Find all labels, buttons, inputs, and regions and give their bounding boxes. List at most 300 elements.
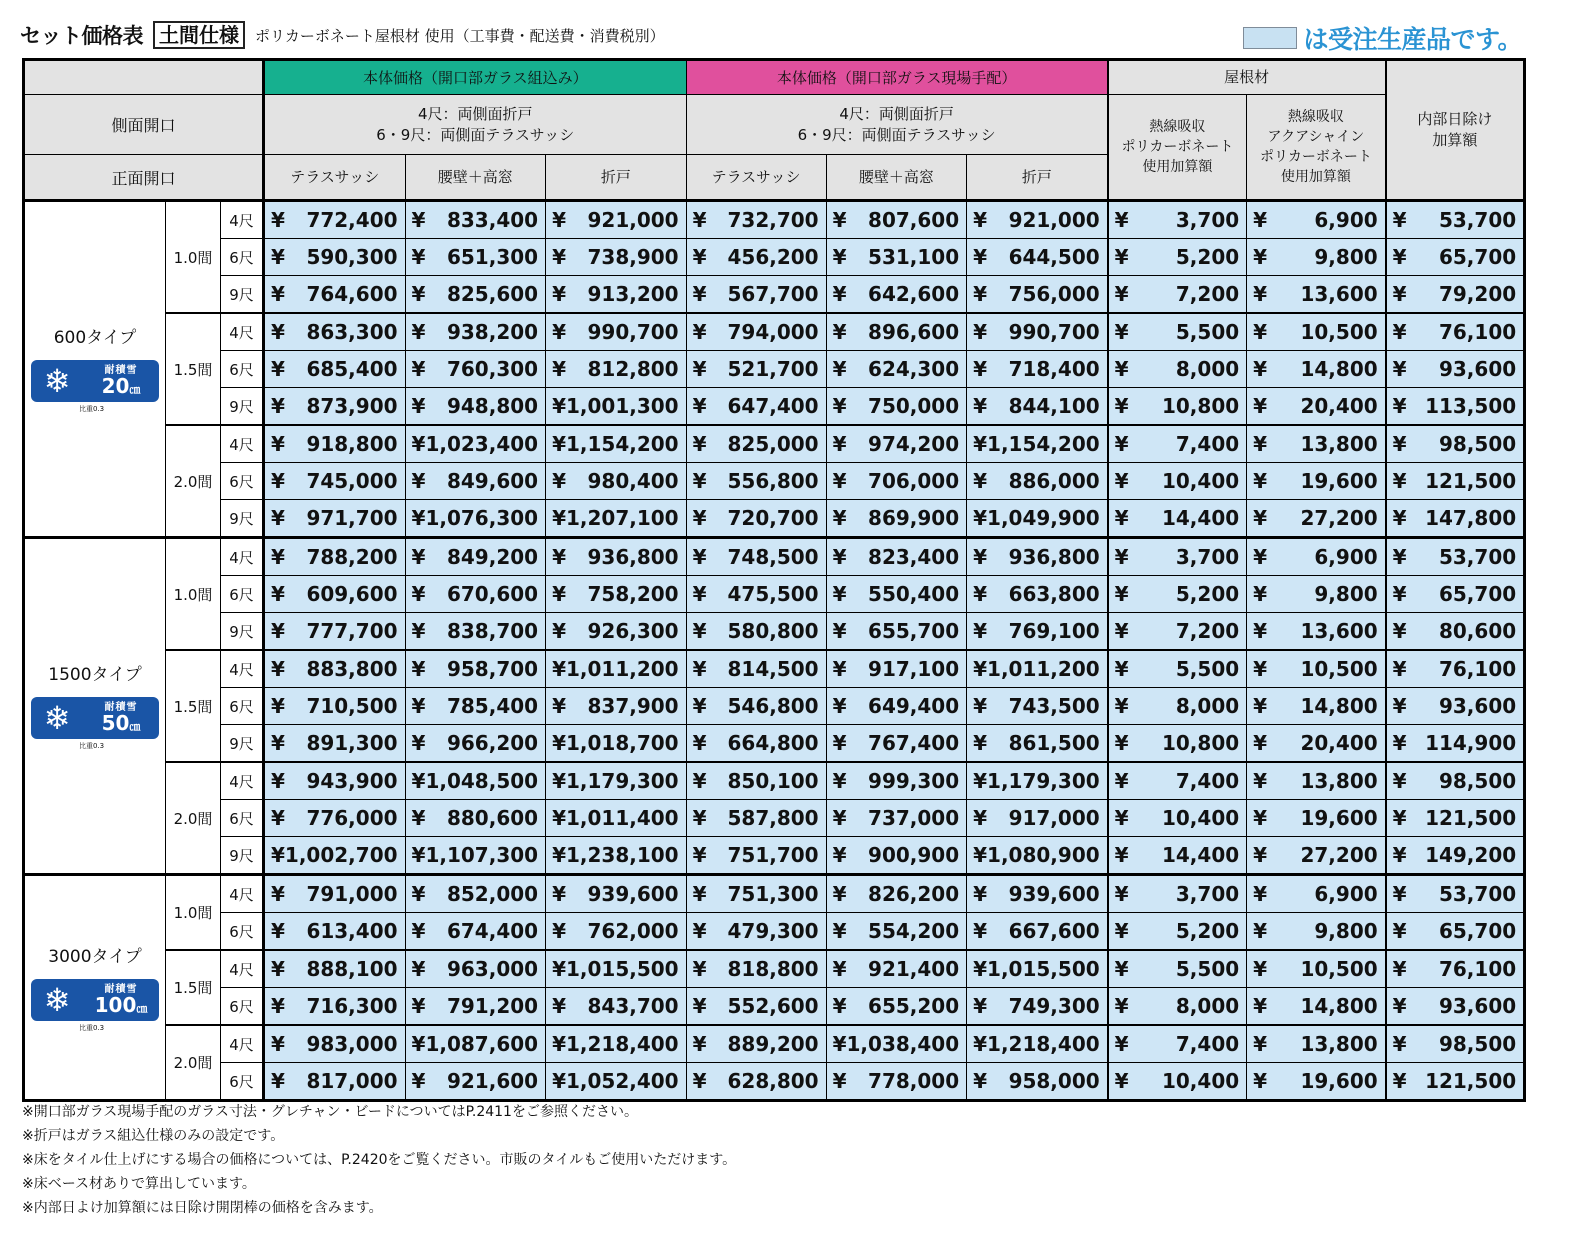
price-value: 807,600 (868, 208, 960, 232)
price-glass-incl-terrace-sash (264, 913, 406, 951)
price-glass-incl-wall-window (405, 313, 546, 351)
yen-sign: ¥ (973, 282, 988, 306)
width-cell: 1.5間 (166, 650, 221, 762)
price-table-body (24, 201, 1525, 1101)
roof-aquashine-addon (1247, 239, 1386, 276)
yen-sign: ¥ (1253, 357, 1268, 381)
width-cell: 1.0間 (166, 875, 221, 951)
price-glass-onsite-folding-door (967, 538, 1108, 576)
sub-header-wall-window: 腰壁＋高窓 (405, 155, 546, 201)
group-header-glass-onsite: 本体価格（開口部ガラス現場手配） (686, 60, 1108, 95)
yen-sign: ¥ (1253, 208, 1268, 232)
price-glass-incl-terrace-sash (264, 538, 406, 576)
yen-sign: ¥ (692, 769, 707, 793)
yen-sign: ¥ (832, 694, 847, 718)
snow-load-label: 耐積雪 (104, 365, 138, 376)
price-value: 849,600 (446, 469, 539, 493)
price-value: 10,500 (1300, 320, 1378, 344)
legend-swatch (1243, 27, 1297, 49)
yen-sign: ¥ (832, 320, 847, 344)
price-glass-incl-wall-window (405, 425, 546, 463)
price-value: 926,300 (587, 619, 679, 643)
price-glass-incl-terrace-sash (264, 650, 406, 688)
price-glass-onsite-terrace-sash (686, 388, 826, 426)
price-glass-incl-folding-door (546, 538, 687, 576)
price-value: 850,100 (727, 769, 819, 793)
price-glass-onsite-terrace-sash (686, 913, 826, 951)
yen-sign: ¥ (692, 619, 707, 643)
price-value: 748,500 (727, 545, 819, 569)
price-glass-onsite-wall-window (826, 576, 967, 613)
roof-heat-absorb-addon (1108, 800, 1247, 837)
price-value: 19,600 (1300, 469, 1378, 493)
roof-aquashine-addon (1247, 613, 1386, 651)
shade-addon (1386, 425, 1525, 463)
price-glass-onsite-folding-door (967, 500, 1108, 538)
price-glass-onsite-folding-door (967, 425, 1108, 463)
yen-sign: ¥ (692, 1069, 707, 1093)
price-value: 13,800 (1300, 1032, 1378, 1056)
yen-sign: ¥ (1114, 469, 1129, 493)
price-glass-onsite-wall-window (826, 425, 967, 463)
side-desc-line: 6・9尺：両側面テラスサッシ (376, 125, 575, 144)
shade-addon (1386, 800, 1525, 837)
price-value: 720,700 (727, 506, 819, 530)
yen-sign: ¥ (271, 731, 285, 755)
price-glass-onsite-terrace-sash (686, 463, 826, 500)
price-value: 939,600 (587, 882, 679, 906)
yen-sign: ¥ (1392, 545, 1407, 569)
price-value: 1,076,300 (425, 506, 539, 530)
price-glass-onsite-folding-door (967, 725, 1108, 763)
yen-sign: ¥ (271, 843, 285, 867)
shade-addon (1386, 463, 1525, 500)
price-value: 613,400 (306, 919, 398, 943)
table-row (24, 276, 1525, 314)
price-glass-incl-terrace-sash (264, 725, 406, 763)
price-glass-incl-folding-door (546, 500, 687, 538)
length-cell: 9尺 (221, 725, 264, 763)
roof-aquashine-addon (1247, 800, 1386, 837)
yen-sign: ¥ (692, 957, 707, 981)
snow-load-badge (31, 979, 159, 1021)
roof-heat-absorb-addon (1108, 463, 1247, 500)
length-cell: 6尺 (221, 988, 264, 1026)
front-opening-label: 正面開口 (24, 155, 264, 201)
yen-sign: ¥ (411, 619, 426, 643)
yen-sign: ¥ (552, 919, 566, 943)
roof-heat-absorb-addon (1108, 988, 1247, 1026)
snow-load-badge-group (31, 697, 159, 751)
price-value: 943,900 (306, 769, 398, 793)
snow-load-value: 100 (94, 992, 137, 1017)
shade-addon (1386, 201, 1525, 239)
price-value: 98,500 (1438, 1032, 1517, 1056)
roof-aquashine-addon (1247, 463, 1386, 500)
price-glass-incl-terrace-sash (264, 613, 406, 651)
price-glass-incl-wall-window (405, 239, 546, 276)
price-glass-incl-terrace-sash (264, 351, 406, 388)
yen-sign: ¥ (411, 882, 426, 906)
snow-load-badge-group (31, 360, 159, 414)
yen-sign: ¥ (411, 582, 426, 606)
roof-heat-absorb-addon (1108, 576, 1247, 613)
roof-heat-absorb-addon (1108, 762, 1247, 800)
price-value: 644,500 (1008, 245, 1100, 269)
price-glass-incl-wall-window (405, 875, 546, 913)
made-to-order-legend (1243, 20, 1522, 56)
price-value: 121,500 (1425, 806, 1517, 830)
length-cell: 4尺 (221, 538, 264, 576)
sub-header-terrace-sash: テラスサッシ (264, 155, 406, 201)
price-value: 1,218,400 (987, 1032, 1100, 1056)
yen-sign: ¥ (1114, 1069, 1129, 1093)
price-value: 825,000 (727, 432, 819, 456)
price-value: 98,500 (1438, 432, 1517, 456)
yen-sign: ¥ (1253, 469, 1268, 493)
price-value: 6,900 (1314, 882, 1378, 906)
yen-sign: ¥ (552, 731, 566, 755)
page-header (20, 18, 665, 52)
specific-gravity-note: 比重0.3 (79, 405, 105, 413)
length-cell: 9尺 (221, 276, 264, 314)
yen-sign: ¥ (1392, 208, 1407, 232)
yen-sign: ¥ (1253, 769, 1268, 793)
price-value: 10,500 (1300, 657, 1378, 681)
yen-sign: ¥ (411, 432, 426, 456)
table-row (24, 800, 1525, 837)
price-value: 674,400 (446, 919, 539, 943)
snowflake-icon: ❄ (43, 362, 71, 400)
yen-sign: ¥ (832, 432, 847, 456)
yen-sign: ¥ (692, 282, 707, 306)
price-value: 778,000 (868, 1069, 960, 1093)
price-glass-onsite-folding-door (967, 800, 1108, 837)
snowflake-icon: ❄ (43, 980, 71, 1019)
roof-aquashine-addon (1247, 950, 1386, 988)
price-value: 716,300 (306, 994, 398, 1018)
yen-sign: ¥ (411, 506, 426, 530)
yen-sign: ¥ (552, 619, 566, 643)
price-value: 76,100 (1438, 320, 1517, 344)
yen-sign: ¥ (1253, 1069, 1268, 1093)
shade-addon (1386, 837, 1525, 875)
footnote: ※開口部ガラス現場手配のガラス寸法・グレチャン・ビードについてはP.2411をご参照ください。 (22, 1104, 638, 1120)
price-glass-onsite-terrace-sash (686, 313, 826, 351)
snow-load-text (83, 703, 159, 733)
snow-load-unit: ㎝ (129, 383, 141, 396)
price-glass-onsite-terrace-sash (686, 875, 826, 913)
yen-sign: ¥ (692, 806, 707, 830)
yen-sign: ¥ (552, 320, 566, 344)
group-header-glass-included: 本体価格（開口部ガラス組込み） (264, 60, 687, 95)
yen-sign: ¥ (552, 957, 566, 981)
yen-sign: ¥ (411, 731, 426, 755)
price-value: 10,400 (1161, 1069, 1240, 1093)
yen-sign: ¥ (1253, 1032, 1268, 1056)
yen-sign: ¥ (552, 1032, 566, 1056)
price-glass-onsite-wall-window (826, 913, 967, 951)
yen-sign: ¥ (1253, 882, 1268, 906)
yen-sign: ¥ (1114, 769, 1129, 793)
yen-sign: ¥ (411, 208, 426, 232)
price-glass-incl-wall-window (405, 762, 546, 800)
price-value: 7,200 (1175, 282, 1240, 306)
yen-sign: ¥ (832, 1032, 847, 1056)
yen-sign: ¥ (832, 545, 847, 569)
width-cell: 1.0間 (166, 538, 221, 651)
price-value: 7,400 (1175, 1032, 1240, 1056)
price-glass-incl-terrace-sash (264, 239, 406, 276)
yen-sign: ¥ (973, 1032, 988, 1056)
price-value: 93,600 (1438, 994, 1517, 1018)
yen-sign: ¥ (552, 582, 566, 606)
price-value: 1,048,500 (425, 769, 539, 793)
snow-load-label: 耐積雪 (104, 983, 138, 995)
price-glass-incl-folding-door (546, 463, 687, 500)
yen-sign: ¥ (271, 1032, 285, 1056)
price-value: 3,700 (1175, 545, 1240, 569)
yen-sign: ¥ (271, 957, 285, 981)
page-title: セット価格表 (20, 24, 143, 48)
type-cell (24, 875, 166, 1101)
price-value: 921,600 (446, 1069, 539, 1093)
table-row (24, 538, 1525, 576)
price-glass-onsite-folding-door (967, 1025, 1108, 1063)
yen-sign: ¥ (973, 394, 988, 418)
price-glass-incl-terrace-sash (264, 463, 406, 500)
length-cell: 6尺 (221, 576, 264, 613)
price-value: 651,300 (446, 245, 539, 269)
yen-sign: ¥ (1114, 957, 1129, 981)
yen-sign: ¥ (552, 769, 566, 793)
roof-aquashine-addon (1247, 725, 1386, 763)
yen-sign: ¥ (1392, 1032, 1407, 1056)
yen-sign: ¥ (271, 582, 285, 606)
price-value: 963,000 (446, 957, 539, 981)
price-glass-incl-wall-window (405, 650, 546, 688)
price-glass-incl-folding-door (546, 950, 687, 988)
price-value: 3,700 (1175, 208, 1240, 232)
price-value: 9,800 (1314, 582, 1378, 606)
price-glass-incl-terrace-sash (264, 313, 406, 351)
table-row (24, 913, 1525, 951)
yen-sign: ¥ (973, 657, 988, 681)
yen-sign: ¥ (692, 694, 707, 718)
price-value: 913,200 (587, 282, 679, 306)
price-value: 769,100 (1008, 619, 1100, 643)
shade-addon (1386, 538, 1525, 576)
side-desc-line: 6・9尺：両側面テラスサッシ (797, 125, 996, 144)
price-value: 990,700 (587, 320, 679, 344)
yen-sign: ¥ (1114, 357, 1129, 381)
price-value: 758,200 (587, 582, 679, 606)
yen-sign: ¥ (1392, 843, 1407, 867)
yen-sign: ¥ (1253, 282, 1268, 306)
type-cell (24, 538, 166, 875)
price-glass-incl-wall-window (405, 500, 546, 538)
price-glass-incl-folding-door (546, 837, 687, 875)
price-value: 999,300 (868, 769, 960, 793)
price-value: 80,600 (1438, 619, 1517, 643)
price-glass-onsite-terrace-sash (686, 239, 826, 276)
price-glass-incl-wall-window (405, 538, 546, 576)
price-glass-incl-wall-window (405, 351, 546, 388)
table-row (24, 1063, 1525, 1101)
yen-sign: ¥ (832, 208, 847, 232)
price-glass-incl-folding-door (546, 650, 687, 688)
roof-heat-absorb-addon (1108, 201, 1247, 239)
price-value: 10,800 (1161, 394, 1240, 418)
price-glass-onsite-terrace-sash (686, 613, 826, 651)
yen-sign: ¥ (832, 469, 847, 493)
yen-sign: ¥ (411, 1032, 426, 1056)
price-value: 13,600 (1300, 282, 1378, 306)
yen-sign: ¥ (1114, 806, 1129, 830)
yen-sign: ¥ (411, 994, 426, 1018)
price-value: 826,200 (868, 882, 960, 906)
price-value: 883,800 (306, 657, 398, 681)
price-glass-incl-terrace-sash (264, 500, 406, 538)
table-row (24, 688, 1525, 725)
roof-heat-absorb-addon (1108, 1063, 1247, 1101)
yen-sign: ¥ (1392, 806, 1407, 830)
price-glass-onsite-wall-window (826, 1063, 967, 1101)
price-glass-incl-wall-window (405, 201, 546, 239)
price-glass-onsite-terrace-sash (686, 762, 826, 800)
length-cell: 4尺 (221, 201, 264, 239)
price-glass-onsite-folding-door (967, 351, 1108, 388)
price-value: 760,300 (446, 357, 539, 381)
price-value: 1,049,900 (987, 506, 1100, 530)
shade-addon (1386, 351, 1525, 388)
price-value: 921,400 (868, 957, 960, 981)
price-glass-incl-terrace-sash (264, 388, 406, 426)
yen-sign: ¥ (973, 843, 988, 867)
price-value: 554,200 (868, 919, 960, 943)
price-value: 149,200 (1425, 843, 1517, 867)
yen-sign: ¥ (552, 843, 566, 867)
yen-sign: ¥ (271, 619, 285, 643)
price-value: 817,000 (306, 1069, 398, 1093)
yen-sign: ¥ (1392, 282, 1407, 306)
yen-sign: ¥ (552, 245, 566, 269)
price-value: 655,700 (868, 619, 960, 643)
price-value: 762,000 (587, 919, 679, 943)
price-value: 5,500 (1175, 957, 1240, 981)
price-value: 14,400 (1161, 843, 1240, 867)
snow-load-value: 20 (101, 374, 130, 398)
roof-aquashine-addon (1247, 425, 1386, 463)
yen-sign: ¥ (1253, 545, 1268, 569)
yen-sign: ¥ (552, 994, 566, 1018)
price-value: 1,154,200 (987, 432, 1100, 456)
price-value: 738,900 (587, 245, 679, 269)
price-value: 1,001,300 (565, 394, 679, 418)
roof-heat-absorb-addon (1108, 950, 1247, 988)
yen-sign: ¥ (271, 694, 285, 718)
price-glass-incl-terrace-sash (264, 800, 406, 837)
price-value: 27,200 (1300, 843, 1378, 867)
yen-sign: ¥ (692, 882, 707, 906)
yen-sign: ¥ (1392, 582, 1407, 606)
price-value: 479,300 (727, 919, 819, 943)
price-glass-onsite-wall-window (826, 1025, 967, 1063)
price-glass-incl-terrace-sash (264, 201, 406, 239)
yen-sign: ¥ (1253, 731, 1268, 755)
yen-sign: ¥ (552, 432, 566, 456)
price-value: 53,700 (1438, 208, 1517, 232)
yen-sign: ¥ (1253, 994, 1268, 1018)
price-glass-incl-wall-window (405, 837, 546, 875)
price-value: 609,600 (306, 582, 398, 606)
price-value: 791,200 (446, 994, 539, 1018)
price-glass-onsite-folding-door (967, 988, 1108, 1026)
price-glass-incl-folding-door (546, 613, 687, 651)
yen-sign: ¥ (692, 208, 707, 232)
price-glass-incl-terrace-sash (264, 1063, 406, 1101)
price-value: 880,600 (446, 806, 539, 830)
length-cell: 9尺 (221, 388, 264, 426)
price-glass-onsite-wall-window (826, 388, 967, 426)
price-value: 546,800 (727, 694, 819, 718)
price-value: 849,200 (446, 545, 539, 569)
shade-addon (1386, 875, 1525, 913)
price-glass-incl-wall-window (405, 800, 546, 837)
price-value: 1,238,100 (565, 843, 679, 867)
price-glass-incl-terrace-sash (264, 1025, 406, 1063)
yen-sign: ¥ (271, 994, 285, 1018)
price-glass-onsite-terrace-sash (686, 1025, 826, 1063)
width-cell: 1.0間 (166, 201, 221, 314)
sub-header-terrace-sash: テラスサッシ (686, 155, 826, 201)
shade-addon (1386, 1025, 1525, 1063)
price-glass-incl-folding-door (546, 800, 687, 837)
price-value: 531,100 (868, 245, 960, 269)
price-value: 642,600 (868, 282, 960, 306)
price-value: 121,500 (1425, 469, 1517, 493)
price-glass-onsite-folding-door (967, 650, 1108, 688)
price-glass-incl-wall-window (405, 613, 546, 651)
yen-sign: ¥ (973, 469, 988, 493)
price-value: 794,000 (727, 320, 819, 344)
price-value: 20,400 (1300, 731, 1378, 755)
length-cell: 6尺 (221, 913, 264, 951)
table-row (24, 201, 1525, 239)
legend-text: は受注生産品です。 (1303, 25, 1522, 54)
shade-addon (1386, 276, 1525, 314)
price-value: 647,400 (727, 394, 819, 418)
shade-addon (1386, 762, 1525, 800)
price-value: 76,100 (1438, 657, 1517, 681)
table-row (24, 837, 1525, 875)
yen-sign: ¥ (1114, 731, 1129, 755)
roof-heat-absorb-addon (1108, 351, 1247, 388)
yen-sign: ¥ (1392, 957, 1407, 981)
table-row (24, 650, 1525, 688)
price-value: 1,018,700 (565, 731, 679, 755)
price-value: 1,011,200 (987, 657, 1100, 681)
yen-sign: ¥ (1392, 882, 1407, 906)
price-value: 14,400 (1161, 506, 1240, 530)
price-value: 14,800 (1300, 994, 1378, 1018)
side-opening-label: 側面開口 (24, 95, 264, 155)
yen-sign: ¥ (1114, 994, 1129, 1018)
sub-header-folding-door: 折戸 (967, 155, 1108, 201)
price-value: 837,900 (587, 694, 679, 718)
length-cell: 4尺 (221, 313, 264, 351)
yen-sign: ¥ (1253, 657, 1268, 681)
